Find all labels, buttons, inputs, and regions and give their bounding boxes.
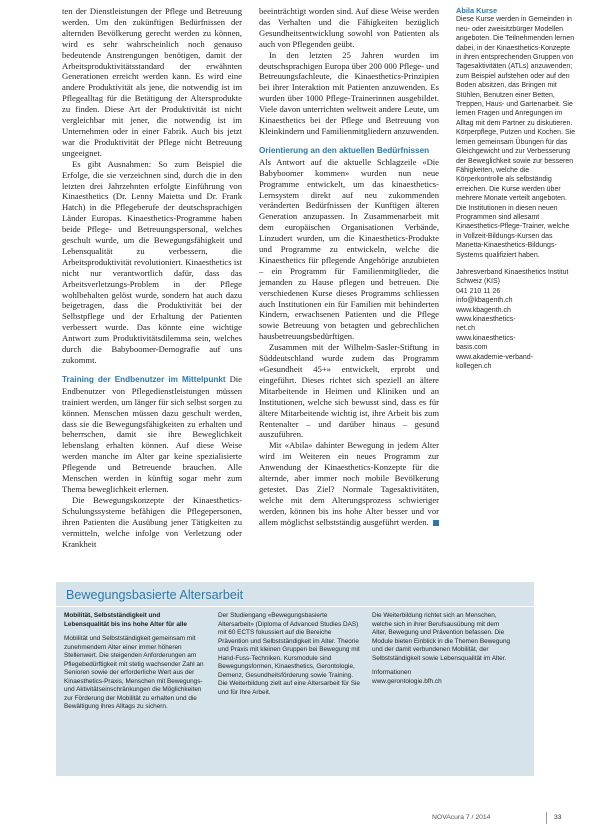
section-subhead-line: [259, 145, 439, 157]
sidebar-contact-link[interactable]: kollegen.ch: [456, 363, 492, 371]
info-box-link[interactable]: www.gerontologie.bfh.ch: [372, 677, 442, 685]
sidebar-contact-link[interactable]: www.kbagenth.ch: [456, 306, 511, 314]
info-box-text: Der Studiengang «Bewegungsbasierte Altersarbeit» (Diploma of Advanced Studies DAS) mit 60 ECTS fokussiert auf die Bereiche Prävention und Selbstständigkeit im Alter. Theorie und Praxis mit kleinen Gruppen bei Bewegung mit Hand-Fuss-Techniken. Kursmodule sind Bewegungsformen, Kinaesthetics, Gerontologie, Demenz, Gesundheitsförderung sowie Training. Die Weiterbildung zielt auf eine Altersarbeit für Sie und für Ihre Arbeit.: [218, 612, 360, 696]
sidebar-contact-link[interactable]: www.kinaesthetics-: [456, 334, 516, 342]
paragraph: beeinträchtigt worden sind. Auf diese Weise werden das Verhalten und die Fähigkeiten bezüglich Gesundheitsentwicklung sowohl von Patienten als auch von Pflegenden geübt.: [259, 6, 439, 49]
page-number: 33: [554, 814, 562, 821]
paragraph: Die Bewegungskonzepte der Kinaesthetics-Schulungssysteme befähigen die Pflegepersonen, ihren Patienten die Ausübung jener Tätigkeiten zu vermitteln, welche infolge von Verletzung oder Krankheit: [62, 494, 242, 549]
sidebar-contact-link[interactable]: www.kinaesthetics-: [456, 316, 516, 323]
sidebar-contact-link[interactable]: net.ch: [456, 325, 476, 333]
sidebar-contact-link[interactable]: basis.com: [456, 344, 488, 352]
info-box-text: Mobilität und Selbstständigkeit gemeinsam mit zunehmendem Alter einer immer höheren Stellenwert. Die steigenden Anforderungen am Pflegebedürftigkeit mit stetig wachsender Zahl an Senioren sowie der erforderliche Wert aus der Kinaesthetics-Praxis, Menschen mit Bewegungs- und Aktivitätseinschränkungen die Möglichkeiten zur Förderung der Mobilität zu erhalten und die Bewältigung ihres Alltags zu sichern.: [64, 635, 204, 710]
paragraph: ten der Dienstleistungen der Pflege und Betreuung werden. Um den zukünftigen Bedürfnissen der alternden Bevölkerung gerecht werden zu können, wird es sehr wahrscheinlich noch genauso bedeutende Anstrengungen benötigen, damit der Arbeitsproduktivitätsstandard der erwähnten Generationen erreicht werden kann. Es wird eine andere Produktivität als jene, die notwendig ist im Pflegealltag für die Betätigung der Altersprodukte zu finden. Diese Art der Produktivität ist nicht vergleichbar mit jener, die notwendig ist im Unternehmen oder in einer Fabrik. Auch bis jetzt war die Produktivität der Pflege nicht Betreuung ungeeignet.: [62, 6, 242, 158]
page-footer: [0, 814, 594, 824]
paragraph-text: Mit «Abila» dahinter Bewegung in jedem Alter wird im Weiteren ein neues Programm zur Anwendung der Kinaesthetics-Konzepte für die alternde, aber immer noch mobile Bevölkerung getestet. Das Ziel? Normale Tagesaktivitäten, welche mit dem Alterungsprozess schwieriger werden, können bis ins hohe Alter besser und vor allem möglichst selbstständig ausgeführt werden.: [259, 440, 439, 527]
article-column-1: [62, 6, 242, 549]
sidebar-contact-title: Jahresverband Kinaesthetics Institut Schweiz (KIS): [456, 268, 569, 286]
sidebar-text: Diese Kurse werden in Gemeinden in neu- oder zweisitzbürger Modellen angeboten. Die Teilnehmenden lernen dabei, in der Kinaesthetics-Konzepte in ihren entsprechenden Gruppen von Tagesaktivitäten (ATLs) anzuwenden; zum Beispiel aufstehen oder auf den Boden absitzen, das Bringen mit Stühlen, Benutzen einer Betten, Treppen, Haus- und Gartenarbeit. Sie lernen Fragen und Anregungen im Alltag mit dem Partner zu diskutieren. Körperpflege, Putzen und Kochen. Sie lernen gemeinsam Übungen für das Gleichgewicht und zur Verbesserung der Beweglichkeit sowie zur besseren Fähigkeiten, welche die Körperkontrolle als selbständig erreichen. Die Kurse werden über mehrere Monate verteilt angeboten.: [456, 16, 576, 203]
info-box-column-3: [372, 612, 514, 686]
sidebar-heading: Abila Kurse: [456, 6, 498, 15]
paragraph: Zusammen mit der Wilhelm-Sasler-Stiftung in Süddeutschland wurde zudem das Programm «Gesundheit 45+» entwickelt, erprobt und eingeführt. Dieses richtet sich speziell an ältere Mitarbeitende in Heimen und Kliniken und an Institutionen, welche sich bewusst sind, dass es für ältere Mitarbeitende wichtig ist, ihre Arbeit bis zum Rentenalter – und darüber hinaus – gesund auszuführen.: [259, 342, 439, 440]
sidebar-contact-line: 041 210 11 26: [456, 287, 501, 295]
info-box-text: Die Weiterbildung richtet sich an Menschen, welche sich in ihrer Berufsausübung mit dem Alter, Bewegung und Prävention befassen. Die Module bieten Einblick in die Themen Bewegung und der damit verbundenen Mobilität, der Selbstständigkeit sowie Lebensqualität im Alter.: [372, 612, 511, 662]
paragraph: Es gibt Ausnahmen: So zum Beispiel die Erfolge, die sie verzeichnen sind, durch die in den letzten drei Jahrzehnten erfolgte Einführung von Kinaesthetics (Dr. Lenny Maietta und Dr. Frank Hatch) in die Pflegeberufe der deutschsprachigen Länder Europas. Kinaesthetics-Programme haben beide Pflege- und Betreuungspersonal, welches geschult wurde, um die Bewegungsfähigkeit und Lebensqualität zu verbessern, die Arbeitsproduktivität revolutioniert. Kinaesthetics ist nicht nur verantwortlich dafür, dass das Arbeitsverletzungs-Problem in der Pflege wohlbehalten gelöst wurde, sondern hat auch dazu beigetragen, dass die Produktivität bei der Selbstpflege und der Erhaltung der Patienten verbessert wurde. Das könnte eine wichtige Antwort zum Produktivitätsdilemma sein, welches durch die Babyboomer-Demografie auf uns zukommt.: [62, 158, 242, 365]
section-subhead: Orientierung an den aktuellen Bedürfnissen: [259, 145, 430, 155]
paragraph: [259, 440, 439, 527]
info-box-column-1: [64, 612, 206, 712]
info-box-lead: Mobilität, Selbstständigkeit und Lebensqualität bis ins hohe Alter für alle: [64, 612, 187, 628]
magazine-name: NOVAcura 7 / 2014: [432, 814, 491, 821]
paragraph: Als Antwort auf die aktuelle Schlagzeile «Die Babyboomer kommen» wurden nun neue Programme entwickelt, um das kinaesthetics-Lernsystem direkt auf neu zukommenden veränderten Bedürfnissen der Kunftigen älteren Generation anzupassen. In Zusammenarbeit mit dem europäischen Organisationen Verbände, Linzudert wurden, um die Kinaesthetics-Produkte und Programme zu entwickeln, welche die Kinaesthetics für pflegende Angehörige anzubieten – ein Programm für Familienmitglieder, die jemanden zu Hause pflegen und betreuen. Die verschiedenen Kurse dieses Programms schliessen auch Institutionen ein für Familien mit behinderten Kindern, erwachsenen Patienten und die Pflege sowie Betreuung von betagten und gebrechlichen hausbetreuungsbedürftigen.: [259, 156, 439, 342]
info-box-title: Bewegungsbasierte Altersarbeit: [66, 588, 244, 602]
end-mark-icon: [433, 520, 439, 526]
paragraph: [62, 374, 242, 495]
sidebar: [456, 6, 576, 371]
sidebar-text: Die Institutionen in diesen neuen Programmen sind allesamt Kinaesthetics-Pflege-Trainer, welche in Vollzeit-Bildungs-Kursen das Manetta-Kinaesthetics-Bildungs-Systems qualifiziert haben.: [456, 204, 570, 259]
info-box-label: Informationen: [372, 669, 412, 676]
info-box: [56, 582, 534, 776]
sidebar-contact-email[interactable]: info@kbagenth.ch: [456, 297, 513, 305]
sidebar-contact-link[interactable]: www.akademie-verband-: [456, 353, 534, 361]
article-column-2: [259, 6, 439, 528]
divider: [546, 812, 547, 824]
paragraph: In den letzten 25 Jahren wurden im deutschsprachigen Europa über 200 000 Pflege- und Betreuungsfachleute, die Kinaesthetics-Prinzipien bei ihrer Interaktion mit Patienten anzuwenden. Es wurden über 1000 Pflege-Trainerinnen ausgebildet. Viele davon unterrichten weltweit andere Leute, um Kinaesthetics bei der Pflege und Betreuung von Kleinkindern und Familienmitgliedern anzuwenden.: [259, 49, 439, 136]
info-box-column-2: [218, 612, 360, 697]
section-subhead: Training der Endbenutzer im Mittelpunkt: [62, 374, 226, 384]
paragraph-text: Die Endbenutzer von Pflegedienstleistungen müssen trainiert werden, um länger für sich selbst sorgen zu können. Menschen müssen dazu geschult werden, dass sie die Bewegungsfähigkeiten zu erhalten und beherrschen, damit sie ihre Beweglichkeit lebenslang erhalten können. Auf diese Weise werden manche im Alter gar keine spezialisierte Pflegende und Betreuende brauchen. Alle Menschen werden in künftig sogar mehr zum Thema beweglichkeit erlernen.: [62, 373, 242, 494]
divider: [56, 606, 534, 607]
